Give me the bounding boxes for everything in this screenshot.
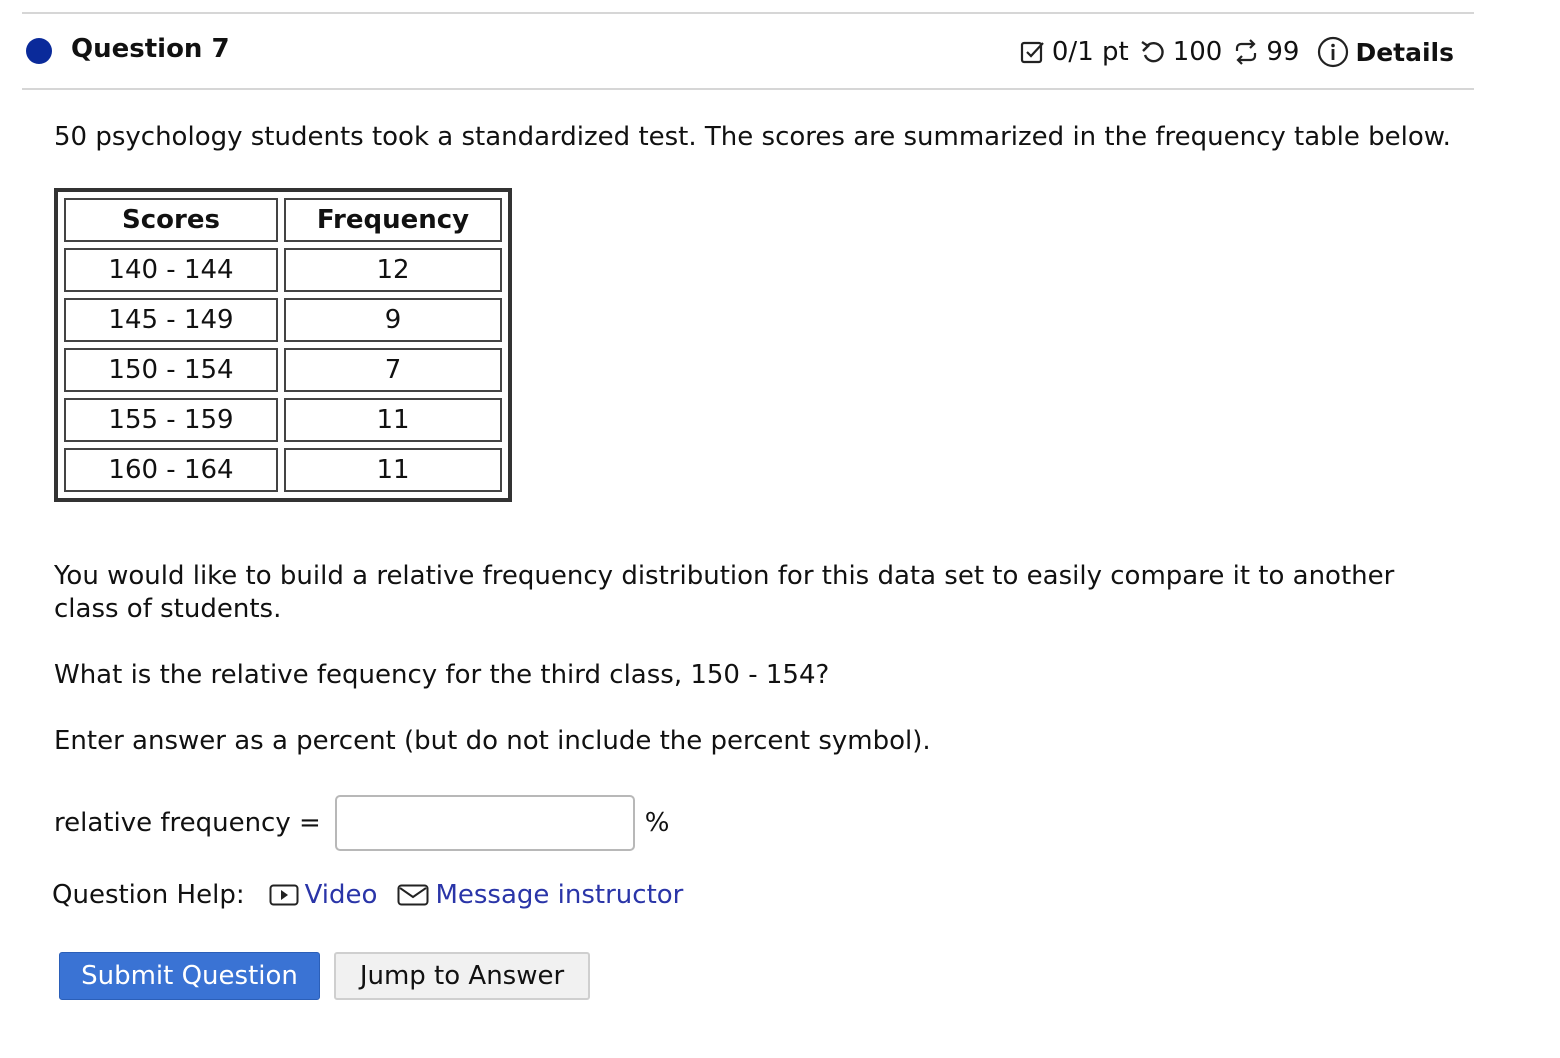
frequency-cell: 9 (284, 298, 502, 342)
attempts-indicator (1139, 37, 1223, 67)
frequency-cell: 7 (284, 348, 502, 392)
question-intro: 50 psychology students took a standardized test. The scores are summarized in the frequency table below. (54, 122, 1451, 152)
checkbox-icon (1020, 39, 1046, 65)
column-header-frequency: Frequency (284, 198, 502, 242)
details-label: Details (1355, 37, 1454, 67)
details-button[interactable] (1317, 36, 1454, 68)
question-meta (1020, 36, 1454, 68)
table-row (64, 248, 502, 292)
answer-instructions: Enter answer as a percent (but do not include the percent symbol). (54, 726, 931, 756)
percent-unit: % (644, 808, 670, 838)
question-header (26, 30, 1456, 72)
question-prompt: What is the relative fequency for the third class, 150 - 154? (54, 660, 830, 690)
mail-icon (397, 883, 429, 907)
message-instructor-label: Message instructor (435, 880, 684, 910)
frequency-table (54, 188, 512, 502)
table-row (64, 448, 502, 492)
info-icon (1317, 36, 1349, 68)
top-divider (22, 12, 1474, 14)
score-cell: 155 - 159 (64, 398, 278, 442)
frequency-cell: 11 (284, 398, 502, 442)
question-help-label: Question Help: (52, 880, 245, 910)
attempts-text: 100 (1172, 37, 1223, 67)
relative-frequency-input[interactable] (335, 795, 635, 851)
points-indicator (1020, 37, 1129, 67)
score-cell: 145 - 149 (64, 298, 278, 342)
video-link[interactable] (269, 880, 378, 910)
jump-to-answer-button[interactable]: Jump to Answer (334, 952, 590, 1000)
status-dot-icon (26, 38, 52, 64)
score-cell: 160 - 164 (64, 448, 278, 492)
question-title: Question 7 (71, 34, 230, 64)
video-link-label: Video (304, 880, 378, 910)
table-row (64, 298, 502, 342)
retry-icon (1232, 39, 1260, 65)
message-instructor-link[interactable] (397, 880, 683, 910)
question-help (52, 880, 703, 910)
frequency-cell: 12 (284, 248, 502, 292)
header-divider (22, 88, 1474, 90)
answer-row (54, 793, 670, 853)
retries-text: 99 (1266, 37, 1300, 67)
column-header-scores: Scores (64, 198, 278, 242)
undo-icon (1139, 39, 1167, 65)
points-text: 0/1 pt (1051, 37, 1129, 67)
score-cell: 150 - 154 (64, 348, 278, 392)
video-icon (269, 883, 299, 907)
context-paragraph: You would like to build a relative frequency distribution for this data set to easily compare it to another class of students. (54, 561, 1395, 624)
answer-label: relative frequency = (54, 808, 321, 838)
table-row (64, 348, 502, 392)
retries-indicator (1232, 37, 1299, 67)
table-header-row (64, 198, 502, 242)
score-cell: 140 - 144 (64, 248, 278, 292)
submit-question-button[interactable]: Submit Question (59, 952, 320, 1000)
frequency-cell: 11 (284, 448, 502, 492)
table-row (64, 398, 502, 442)
